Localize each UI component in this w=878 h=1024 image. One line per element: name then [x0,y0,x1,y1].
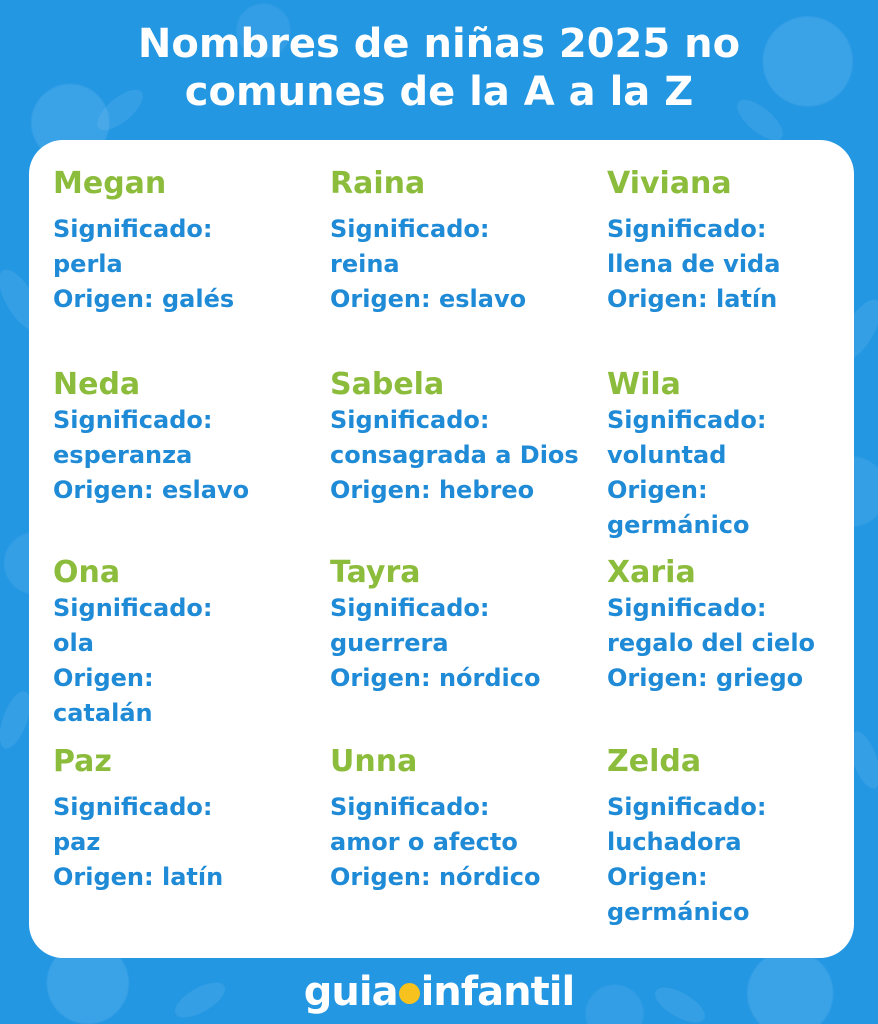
girl-name: Neda [53,367,141,402]
name-entry-sabela [330,367,590,508]
girl-name: Unna [330,744,418,779]
origin-line: Origen: latín [607,285,778,313]
meaning-value: llena de vida [607,250,781,278]
meaning-label: Significado: [53,406,213,434]
girl-name: Viviana [607,166,732,201]
origin-line: Origen: hebreo [330,476,535,504]
origin-line-continued: germánico [607,511,750,539]
name-entry-neda [53,367,313,508]
title-line-1: Nombres de niñas 2025 no [137,21,741,67]
origin-line: Origen: galés [53,285,235,313]
meaning-label: Significado: [53,594,213,622]
origin-line: Origen: eslavo [53,476,250,504]
origin-line-continued: germánico [607,898,750,926]
girl-name: Paz [53,744,112,779]
girl-name: Tayra [330,555,421,590]
meaning-label: Significado: [607,594,767,622]
origin-line: Origen: [607,863,708,891]
logo-text-guia: guia [303,969,398,1015]
name-entry-zelda [607,744,867,930]
girl-name: Sabela [330,367,445,402]
meaning-label: Significado: [330,793,490,821]
name-entry-tayra [330,555,590,696]
origin-line: Origen: latín [53,863,224,891]
origin-line: Origen: [53,664,154,692]
name-entry-paz [53,744,313,895]
logo-dot-icon [399,983,420,1004]
meaning-label: Significado: [607,406,767,434]
girl-name: Raina [330,166,426,201]
girl-name: Zelda [607,744,702,779]
meaning-value: perla [53,250,123,278]
names-card [29,140,854,958]
name-entry-wila [607,367,867,543]
origin-line: Origen: nórdico [330,863,541,891]
origin-line: Origen: [607,476,708,504]
origin-line-continued: catalán [53,699,153,727]
meaning-value: amor o afecto [330,828,518,856]
origin-line: Origen: griego [607,664,804,692]
girl-name: Ona [53,555,121,590]
meaning-label: Significado: [330,594,490,622]
girl-name: Wila [607,367,681,402]
meaning-value: consagrada a Dios [330,441,579,469]
meaning-value: esperanza [53,441,193,469]
logo-text-infantil: infantil [420,969,575,1015]
meaning-label: Significado: [53,793,213,821]
origin-line: Origen: eslavo [330,285,527,313]
meaning-value: guerrera [330,629,449,657]
guiainfantil-logo [0,968,878,1016]
meaning-label: Significado: [607,215,767,243]
meaning-value: voluntad [607,441,727,469]
meaning-label: Significado: [53,215,213,243]
meaning-value: paz [53,828,101,856]
meaning-value: luchadora [607,828,742,856]
name-entry-megan [53,166,313,317]
meaning-value: ola [53,629,94,657]
meaning-label: Significado: [607,793,767,821]
name-entry-viviana [607,166,867,317]
page-title [0,20,878,116]
meaning-label: Significado: [330,406,490,434]
name-entry-unna [330,744,590,895]
origin-line: Origen: nórdico [330,664,541,692]
title-line-2: comunes de la A a la Z [184,69,694,115]
name-entry-xaria [607,555,867,696]
girl-name: Megan [53,166,167,201]
name-entry-ona [53,555,313,731]
name-entry-raina [330,166,590,317]
meaning-value: reina [330,250,400,278]
meaning-value: regalo del cielo [607,629,816,657]
meaning-label: Significado: [330,215,490,243]
girl-name: Xaria [607,555,696,590]
